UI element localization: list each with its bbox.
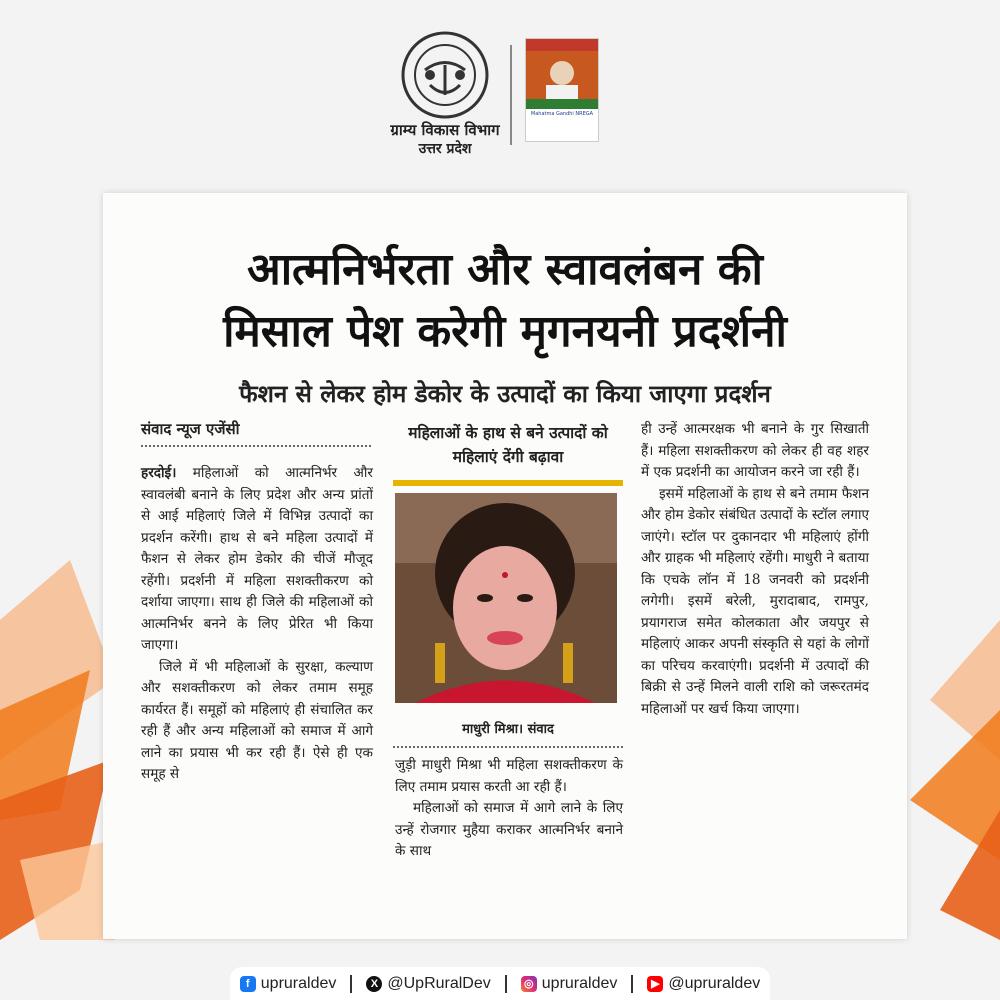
newspaper-clipping [103, 193, 907, 939]
byline: संवाद न्यूज एजेंसी [141, 420, 240, 438]
mgnrega-logo [525, 38, 599, 142]
social-separator [505, 975, 507, 993]
headline-line-1: आत्मनिर्भरता और स्वावलंबन की [247, 244, 763, 295]
department-name: ग्राम्य विकास विभाग [390, 121, 500, 139]
instagram-handle: upruraldev [541, 974, 618, 992]
social-separator [350, 975, 352, 993]
facebook-link[interactable] [240, 975, 337, 993]
instagram-icon: ◎ [521, 976, 537, 992]
column-2-paragraph-1: जुड़ी माधुरी मिश्रा भी महिला सशक्तीकरण के लिए तमाम प्रयास करती आ रही हैं। [395, 757, 623, 795]
gandhi-portrait-icon [526, 51, 598, 109]
social-links-bar [230, 967, 770, 1000]
sidebar-divider [393, 480, 623, 486]
up-government-emblem [400, 30, 490, 120]
facebook-icon: f [240, 976, 256, 992]
mgnrega-caption: Mahatma Gandhi NREGA [530, 111, 594, 117]
x-link[interactable] [366, 975, 490, 993]
sidebar-heading: महिलाओं के हाथ से बने उत्पादों को महिलाएं देंगी बढ़ावा [408, 423, 608, 466]
column-3-paragraph-1: ही उन्हें आत्मरक्षक भी बनाने के गुर सिखाती हैं। महिला सशक्तीकरण को लेकर ही वह शहर में एक प्रदर्शनी का आयोजन करने जा रही हैं। [641, 421, 869, 480]
subheadline: फैशन से लेकर होम डेकोर के उत्पादों का किया जाएगा प्रदर्शन [239, 380, 771, 408]
headline-line-2: मिसाल पेश करेगी मृगनयनी प्रदर्शनी [223, 306, 787, 357]
logo-divider [510, 45, 512, 145]
article-column-2 [395, 755, 623, 863]
orange-triangle-decoration-right [900, 580, 1000, 940]
portrait-photo [395, 493, 617, 703]
youtube-icon: ▶ [647, 976, 663, 992]
facebook-handle: upruraldev [260, 974, 337, 992]
photo-caption: माधुरी मिश्रा। संवाद [462, 722, 554, 737]
byline-divider [141, 445, 371, 447]
article-column-1 [141, 463, 373, 786]
instagram-link[interactable] [521, 975, 618, 993]
column-2-paragraph-2: महिलाओं को समाज में आगे लाने के लिए उन्हें रोजगार मुहैया कराकर आत्मनिर्भर बनाने के साथ [395, 800, 623, 859]
youtube-handle: @upruraldev [668, 974, 761, 992]
column-3-paragraph-2: इसमें महिलाओं के हाथ से बने तमाम फैशन और होम डेकोर संबंधित उत्पादों के स्टॉल लगाए जाएंगे। स्टॉल पर दुकानदार भी महिलाएं होंगी और ग्राहक भी महिलाएं रहेंगी। माधुरी ने बताया कि एचके लॉन में 18 जनवरी को प्रदर्शनी लगेगी। इसमें बरेली, मुरादाबाद, रामपुर, प्रयागराज समेत कोलकाता और जयपुर से महिलाएं आकर अपनी संस्कृति से यहां के लोगों का परिचय करवाएंगी। प्रदर्शनी में उत्पादों की बिक्री से उन्हें मिलने वाली राशि को जरूरतमंद महिलाओं पर खर्च किया जाएगा। [641, 485, 869, 717]
caption-divider [393, 746, 623, 748]
x-icon: X [366, 976, 382, 992]
social-separator [631, 975, 633, 993]
dateline: हरदोई। [141, 465, 177, 481]
orange-triangle-decoration-left [0, 560, 115, 940]
article-column-3 [641, 419, 869, 720]
column-1-paragraph-2: जिले में भी महिलाओं के सुरक्षा, कल्याण और सशक्तीकरण को लेकर तमाम समूह कार्यरत हैं। समूहों को महिलाएं ही संचालित कर रही हैं और अन्य महिलाओं को समाज में आगे लाने का प्रयास भी कर रही हैं। ऐसे ही एक समूह से [141, 658, 373, 782]
department-state: उत्तर प्रदेश [418, 141, 472, 157]
x-handle: @UpRuralDev [387, 974, 491, 992]
youtube-link[interactable] [647, 975, 760, 993]
column-1-paragraph-1: महिलाओं को आत्मनिर्भर और स्वावलंबी बनाने के लिए प्रदेश और अन्य प्रांतों से आई महिलाएं जिले में विभिन्न उत्पादों का प्रदर्शन करेंगी। हाथ से बने महिला उत्पादों में फैशन से लेकर होम डेकोर की चीजें मौजूद रहेंगी। प्रदर्शनी में महिला सशक्तीकरण को दर्शाया जाएगा। साथ ही जिले की महिलाओं को आत्मनिर्भर बनने के लिए प्रेरित भी किया जाएगा। [141, 465, 373, 653]
